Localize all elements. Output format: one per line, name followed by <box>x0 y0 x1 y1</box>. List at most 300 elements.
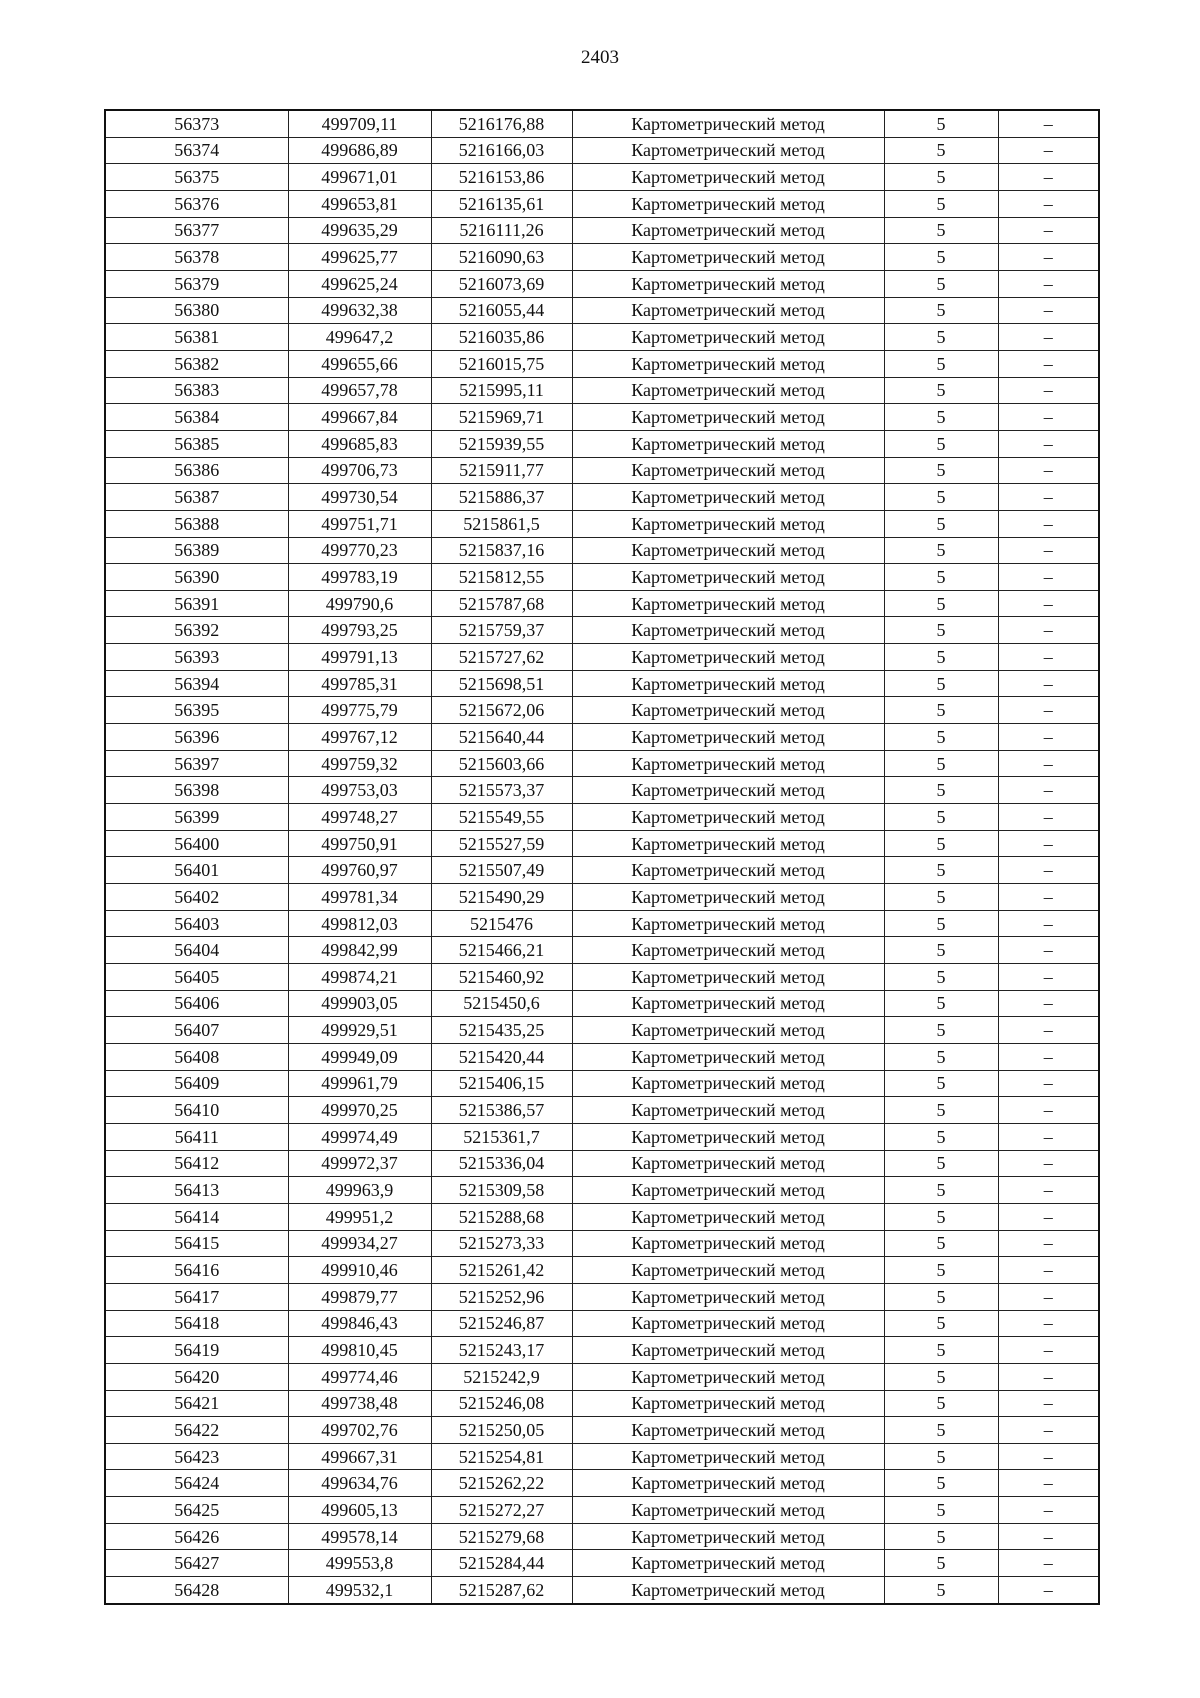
point-number-cell: 56420 <box>105 1363 288 1390</box>
method-cell: Картометрический метод <box>572 457 884 484</box>
x-coordinate-cell: 499760,97 <box>288 857 431 884</box>
method-cell: Картометрический метод <box>572 270 884 297</box>
point-number-cell: 56408 <box>105 1043 288 1070</box>
accuracy-cell: 5 <box>884 1123 998 1150</box>
table-row <box>105 1017 1099 1044</box>
x-coordinate-cell: 499812,03 <box>288 910 431 937</box>
y-coordinate-cell: 5215969,71 <box>431 404 572 431</box>
point-number-cell: 56385 <box>105 430 288 457</box>
x-coordinate-cell: 499970,25 <box>288 1097 431 1124</box>
method-cell: Картометрический метод <box>572 830 884 857</box>
accuracy-cell: 5 <box>884 1337 998 1364</box>
y-coordinate-cell: 5215336,04 <box>431 1150 572 1177</box>
method-cell: Картометрический метод <box>572 670 884 697</box>
y-coordinate-cell: 5215672,06 <box>431 697 572 724</box>
note-cell: – <box>998 1550 1099 1577</box>
accuracy-cell: 5 <box>884 110 998 137</box>
method-cell: Картометрический метод <box>572 857 884 884</box>
point-number-cell: 56406 <box>105 990 288 1017</box>
note-cell: – <box>998 270 1099 297</box>
table-row <box>105 430 1099 457</box>
coordinates-table-body <box>105 110 1099 1604</box>
point-number-cell: 56424 <box>105 1470 288 1497</box>
accuracy-cell: 5 <box>884 537 998 564</box>
accuracy-cell: 5 <box>884 1043 998 1070</box>
note-cell: – <box>998 777 1099 804</box>
x-coordinate-cell: 499910,46 <box>288 1257 431 1284</box>
note-cell: – <box>998 1523 1099 1550</box>
point-number-cell: 56418 <box>105 1310 288 1337</box>
accuracy-cell: 5 <box>884 1470 998 1497</box>
accuracy-cell: 5 <box>884 884 998 911</box>
x-coordinate-cell: 499846,43 <box>288 1310 431 1337</box>
x-coordinate-cell: 499961,79 <box>288 1070 431 1097</box>
accuracy-cell: 5 <box>884 484 998 511</box>
table-row <box>105 564 1099 591</box>
point-number-cell: 56378 <box>105 244 288 271</box>
method-cell: Картометрический метод <box>572 910 884 937</box>
y-coordinate-cell: 5216111,26 <box>431 217 572 244</box>
method-cell: Картометрический метод <box>572 1390 884 1417</box>
point-number-cell: 56393 <box>105 644 288 671</box>
y-coordinate-cell: 5216035,86 <box>431 324 572 351</box>
point-number-cell: 56400 <box>105 830 288 857</box>
y-coordinate-cell: 5215911,77 <box>431 457 572 484</box>
note-cell: – <box>998 830 1099 857</box>
accuracy-cell: 5 <box>884 217 998 244</box>
accuracy-cell: 5 <box>884 377 998 404</box>
point-number-cell: 56428 <box>105 1577 288 1604</box>
point-number-cell: 56381 <box>105 324 288 351</box>
note-cell: – <box>998 1363 1099 1390</box>
point-number-cell: 56413 <box>105 1177 288 1204</box>
note-cell: – <box>998 990 1099 1017</box>
point-number-cell: 56395 <box>105 697 288 724</box>
table-row <box>105 1203 1099 1230</box>
table-row <box>105 1470 1099 1497</box>
x-coordinate-cell: 499667,84 <box>288 404 431 431</box>
table-row <box>105 164 1099 191</box>
accuracy-cell: 5 <box>884 164 998 191</box>
y-coordinate-cell: 5215886,37 <box>431 484 572 511</box>
x-coordinate-cell: 499963,9 <box>288 1177 431 1204</box>
accuracy-cell: 5 <box>884 1203 998 1230</box>
note-cell: – <box>998 244 1099 271</box>
table-row <box>105 377 1099 404</box>
point-number-cell: 56417 <box>105 1283 288 1310</box>
point-number-cell: 56389 <box>105 537 288 564</box>
note-cell: – <box>998 1577 1099 1604</box>
method-cell: Картометрический метод <box>572 1070 884 1097</box>
x-coordinate-cell: 499934,27 <box>288 1230 431 1257</box>
y-coordinate-cell: 5215288,68 <box>431 1203 572 1230</box>
point-number-cell: 56425 <box>105 1497 288 1524</box>
point-number-cell: 56387 <box>105 484 288 511</box>
x-coordinate-cell: 499657,78 <box>288 377 431 404</box>
accuracy-cell: 5 <box>884 1230 998 1257</box>
x-coordinate-cell: 499753,03 <box>288 777 431 804</box>
method-cell: Картометрический метод <box>572 590 884 617</box>
x-coordinate-cell: 499879,77 <box>288 1283 431 1310</box>
note-cell: – <box>998 484 1099 511</box>
method-cell: Картометрический метод <box>572 537 884 564</box>
x-coordinate-cell: 499685,83 <box>288 430 431 457</box>
table-row <box>105 244 1099 271</box>
y-coordinate-cell: 5215243,17 <box>431 1337 572 1364</box>
method-cell: Картометрический метод <box>572 1363 884 1390</box>
note-cell: – <box>998 1470 1099 1497</box>
point-number-cell: 56375 <box>105 164 288 191</box>
note-cell: – <box>998 750 1099 777</box>
method-cell: Картометрический метод <box>572 1470 884 1497</box>
x-coordinate-cell: 499775,79 <box>288 697 431 724</box>
method-cell: Картометрический метод <box>572 110 884 137</box>
x-coordinate-cell: 499730,54 <box>288 484 431 511</box>
y-coordinate-cell: 5215837,16 <box>431 537 572 564</box>
point-number-cell: 56419 <box>105 1337 288 1364</box>
table-row <box>105 270 1099 297</box>
table-row <box>105 484 1099 511</box>
y-coordinate-cell: 5215246,87 <box>431 1310 572 1337</box>
x-coordinate-cell: 499625,77 <box>288 244 431 271</box>
accuracy-cell: 5 <box>884 1363 998 1390</box>
note-cell: – <box>998 884 1099 911</box>
y-coordinate-cell: 5216166,03 <box>431 137 572 164</box>
method-cell: Картометрический метод <box>572 750 884 777</box>
point-number-cell: 56426 <box>105 1523 288 1550</box>
accuracy-cell: 5 <box>884 1577 998 1604</box>
method-cell: Картометрический метод <box>572 484 884 511</box>
point-number-cell: 56388 <box>105 510 288 537</box>
x-coordinate-cell: 499625,24 <box>288 270 431 297</box>
point-number-cell: 56404 <box>105 937 288 964</box>
point-number-cell: 56377 <box>105 217 288 244</box>
x-coordinate-cell: 499686,89 <box>288 137 431 164</box>
y-coordinate-cell: 5216135,61 <box>431 190 572 217</box>
note-cell: – <box>998 1123 1099 1150</box>
point-number-cell: 56415 <box>105 1230 288 1257</box>
note-cell: – <box>998 110 1099 137</box>
method-cell: Картометрический метод <box>572 244 884 271</box>
y-coordinate-cell: 5215254,81 <box>431 1443 572 1470</box>
method-cell: Картометрический метод <box>572 1230 884 1257</box>
method-cell: Картометрический метод <box>572 884 884 911</box>
table-row <box>105 777 1099 804</box>
method-cell: Картометрический метод <box>572 1337 884 1364</box>
table-row <box>105 1043 1099 1070</box>
table-row <box>105 1257 1099 1284</box>
y-coordinate-cell: 5215450,6 <box>431 990 572 1017</box>
method-cell: Картометрический метод <box>572 1123 884 1150</box>
table-row <box>105 350 1099 377</box>
accuracy-cell: 5 <box>884 1150 998 1177</box>
table-row <box>105 937 1099 964</box>
note-cell: – <box>998 804 1099 831</box>
x-coordinate-cell: 499738,48 <box>288 1390 431 1417</box>
x-coordinate-cell: 499972,37 <box>288 1150 431 1177</box>
table-row <box>105 217 1099 244</box>
point-number-cell: 56427 <box>105 1550 288 1577</box>
table-row <box>105 297 1099 324</box>
coordinates-table <box>104 109 1100 1605</box>
note-cell: – <box>998 377 1099 404</box>
y-coordinate-cell: 5215727,62 <box>431 644 572 671</box>
x-coordinate-cell: 499632,38 <box>288 297 431 324</box>
method-cell: Картометрический метод <box>572 804 884 831</box>
y-coordinate-cell: 5216153,86 <box>431 164 572 191</box>
note-cell: – <box>998 1150 1099 1177</box>
x-coordinate-cell: 499667,31 <box>288 1443 431 1470</box>
x-coordinate-cell: 499781,34 <box>288 884 431 911</box>
x-coordinate-cell: 499929,51 <box>288 1017 431 1044</box>
accuracy-cell: 5 <box>884 244 998 271</box>
accuracy-cell: 5 <box>884 190 998 217</box>
method-cell: Картометрический метод <box>572 1257 884 1284</box>
method-cell: Картометрический метод <box>572 297 884 324</box>
y-coordinate-cell: 5215460,92 <box>431 964 572 991</box>
accuracy-cell: 5 <box>884 830 998 857</box>
note-cell: – <box>998 297 1099 324</box>
y-coordinate-cell: 5216015,75 <box>431 350 572 377</box>
accuracy-cell: 5 <box>884 137 998 164</box>
x-coordinate-cell: 499874,21 <box>288 964 431 991</box>
point-number-cell: 56379 <box>105 270 288 297</box>
table-row <box>105 1577 1099 1604</box>
x-coordinate-cell: 499842,99 <box>288 937 431 964</box>
accuracy-cell: 5 <box>884 404 998 431</box>
accuracy-cell: 5 <box>884 724 998 751</box>
table-row <box>105 1443 1099 1470</box>
note-cell: – <box>998 857 1099 884</box>
x-coordinate-cell: 499553,8 <box>288 1550 431 1577</box>
point-number-cell: 56394 <box>105 670 288 697</box>
note-cell: – <box>998 137 1099 164</box>
x-coordinate-cell: 499951,2 <box>288 1203 431 1230</box>
y-coordinate-cell: 5215466,21 <box>431 937 572 964</box>
x-coordinate-cell: 499647,2 <box>288 324 431 351</box>
x-coordinate-cell: 499793,25 <box>288 617 431 644</box>
note-cell: – <box>998 644 1099 671</box>
method-cell: Картометрический метод <box>572 377 884 404</box>
x-coordinate-cell: 499605,13 <box>288 1497 431 1524</box>
y-coordinate-cell: 5215787,68 <box>431 590 572 617</box>
y-coordinate-cell: 5216073,69 <box>431 270 572 297</box>
point-number-cell: 56412 <box>105 1150 288 1177</box>
x-coordinate-cell: 499748,27 <box>288 804 431 831</box>
accuracy-cell: 5 <box>884 1497 998 1524</box>
point-number-cell: 56405 <box>105 964 288 991</box>
y-coordinate-cell: 5215252,96 <box>431 1283 572 1310</box>
method-cell: Картометрический метод <box>572 1417 884 1444</box>
accuracy-cell: 5 <box>884 1097 998 1124</box>
point-number-cell: 56380 <box>105 297 288 324</box>
y-coordinate-cell: 5215261,42 <box>431 1257 572 1284</box>
note-cell: – <box>998 537 1099 564</box>
note-cell: – <box>998 190 1099 217</box>
note-cell: – <box>998 350 1099 377</box>
accuracy-cell: 5 <box>884 1417 998 1444</box>
table-row <box>105 1523 1099 1550</box>
accuracy-cell: 5 <box>884 1070 998 1097</box>
note-cell: – <box>998 430 1099 457</box>
note-cell: – <box>998 590 1099 617</box>
table-row <box>105 1283 1099 1310</box>
method-cell: Картометрический метод <box>572 1150 884 1177</box>
accuracy-cell: 5 <box>884 564 998 591</box>
accuracy-cell: 5 <box>884 750 998 777</box>
y-coordinate-cell: 5215549,55 <box>431 804 572 831</box>
method-cell: Картометрический метод <box>572 724 884 751</box>
note-cell: – <box>998 324 1099 351</box>
method-cell: Картометрический метод <box>572 350 884 377</box>
y-coordinate-cell: 5215250,05 <box>431 1417 572 1444</box>
y-coordinate-cell: 5215272,27 <box>431 1497 572 1524</box>
method-cell: Картометрический метод <box>572 137 884 164</box>
x-coordinate-cell: 499532,1 <box>288 1577 431 1604</box>
y-coordinate-cell: 5215246,08 <box>431 1390 572 1417</box>
table-row <box>105 1417 1099 1444</box>
method-cell: Картометрический метод <box>572 1017 884 1044</box>
x-coordinate-cell: 499578,14 <box>288 1523 431 1550</box>
point-number-cell: 56407 <box>105 1017 288 1044</box>
accuracy-cell: 5 <box>884 1177 998 1204</box>
accuracy-cell: 5 <box>884 937 998 964</box>
note-cell: – <box>998 510 1099 537</box>
y-coordinate-cell: 5215476 <box>431 910 572 937</box>
note-cell: – <box>998 1443 1099 1470</box>
x-coordinate-cell: 499810,45 <box>288 1337 431 1364</box>
accuracy-cell: 5 <box>884 324 998 351</box>
accuracy-cell: 5 <box>884 644 998 671</box>
y-coordinate-cell: 5215273,33 <box>431 1230 572 1257</box>
y-coordinate-cell: 5215507,49 <box>431 857 572 884</box>
y-coordinate-cell: 5215698,51 <box>431 670 572 697</box>
table-row <box>105 724 1099 751</box>
accuracy-cell: 5 <box>884 1390 998 1417</box>
table-row <box>105 857 1099 884</box>
method-cell: Картометрический метод <box>572 190 884 217</box>
note-cell: – <box>998 1257 1099 1284</box>
point-number-cell: 56397 <box>105 750 288 777</box>
y-coordinate-cell: 5215527,59 <box>431 830 572 857</box>
table-row <box>105 110 1099 137</box>
table-row <box>105 830 1099 857</box>
method-cell: Картометрический метод <box>572 1043 884 1070</box>
note-cell: – <box>998 697 1099 724</box>
point-number-cell: 56416 <box>105 1257 288 1284</box>
method-cell: Картометрический метод <box>572 1310 884 1337</box>
point-number-cell: 56392 <box>105 617 288 644</box>
table-row <box>105 1337 1099 1364</box>
y-coordinate-cell: 5215435,25 <box>431 1017 572 1044</box>
accuracy-cell: 5 <box>884 617 998 644</box>
table-row <box>105 137 1099 164</box>
y-coordinate-cell: 5215279,68 <box>431 1523 572 1550</box>
table-row <box>105 670 1099 697</box>
method-cell: Картометрический метод <box>572 404 884 431</box>
table-row <box>105 1177 1099 1204</box>
y-coordinate-cell: 5215995,11 <box>431 377 572 404</box>
note-cell: – <box>998 564 1099 591</box>
accuracy-cell: 5 <box>884 1443 998 1470</box>
x-coordinate-cell: 499709,11 <box>288 110 431 137</box>
y-coordinate-cell: 5216090,63 <box>431 244 572 271</box>
method-cell: Картометрический метод <box>572 644 884 671</box>
y-coordinate-cell: 5215361,7 <box>431 1123 572 1150</box>
method-cell: Картометрический метод <box>572 1550 884 1577</box>
point-number-cell: 56391 <box>105 590 288 617</box>
accuracy-cell: 5 <box>884 990 998 1017</box>
point-number-cell: 56410 <box>105 1097 288 1124</box>
note-cell: – <box>998 1417 1099 1444</box>
table-row <box>105 1097 1099 1124</box>
method-cell: Картометрический метод <box>572 324 884 351</box>
accuracy-cell: 5 <box>884 1017 998 1044</box>
y-coordinate-cell: 5215640,44 <box>431 724 572 751</box>
accuracy-cell: 5 <box>884 777 998 804</box>
point-number-cell: 56403 <box>105 910 288 937</box>
point-number-cell: 56422 <box>105 1417 288 1444</box>
note-cell: – <box>998 1310 1099 1337</box>
point-number-cell: 56398 <box>105 777 288 804</box>
table-row <box>105 1070 1099 1097</box>
accuracy-cell: 5 <box>884 910 998 937</box>
note-cell: – <box>998 217 1099 244</box>
point-number-cell: 56384 <box>105 404 288 431</box>
point-number-cell: 56373 <box>105 110 288 137</box>
x-coordinate-cell: 499767,12 <box>288 724 431 751</box>
note-cell: – <box>998 617 1099 644</box>
method-cell: Картометрический метод <box>572 564 884 591</box>
table-row <box>105 1150 1099 1177</box>
y-coordinate-cell: 5215386,57 <box>431 1097 572 1124</box>
accuracy-cell: 5 <box>884 857 998 884</box>
point-number-cell: 56402 <box>105 884 288 911</box>
table-row <box>105 590 1099 617</box>
table-row <box>105 324 1099 351</box>
accuracy-cell: 5 <box>884 510 998 537</box>
y-coordinate-cell: 5215287,62 <box>431 1577 572 1604</box>
table-row <box>105 1390 1099 1417</box>
note-cell: – <box>998 1337 1099 1364</box>
accuracy-cell: 5 <box>884 590 998 617</box>
method-cell: Картометрический метод <box>572 937 884 964</box>
accuracy-cell: 5 <box>884 670 998 697</box>
accuracy-cell: 5 <box>884 1523 998 1550</box>
y-coordinate-cell: 5215420,44 <box>431 1043 572 1070</box>
x-coordinate-cell: 499759,32 <box>288 750 431 777</box>
accuracy-cell: 5 <box>884 457 998 484</box>
table-row <box>105 1497 1099 1524</box>
x-coordinate-cell: 499702,76 <box>288 1417 431 1444</box>
note-cell: – <box>998 937 1099 964</box>
point-number-cell: 56382 <box>105 350 288 377</box>
point-number-cell: 56423 <box>105 1443 288 1470</box>
point-number-cell: 56383 <box>105 377 288 404</box>
method-cell: Картометрический метод <box>572 164 884 191</box>
note-cell: – <box>998 1070 1099 1097</box>
y-coordinate-cell: 5215861,5 <box>431 510 572 537</box>
table-row <box>105 804 1099 831</box>
point-number-cell: 56401 <box>105 857 288 884</box>
x-coordinate-cell: 499655,66 <box>288 350 431 377</box>
note-cell: – <box>998 164 1099 191</box>
point-number-cell: 56409 <box>105 1070 288 1097</box>
y-coordinate-cell: 5215309,58 <box>431 1177 572 1204</box>
note-cell: – <box>998 1230 1099 1257</box>
x-coordinate-cell: 499903,05 <box>288 990 431 1017</box>
point-number-cell: 56411 <box>105 1123 288 1150</box>
